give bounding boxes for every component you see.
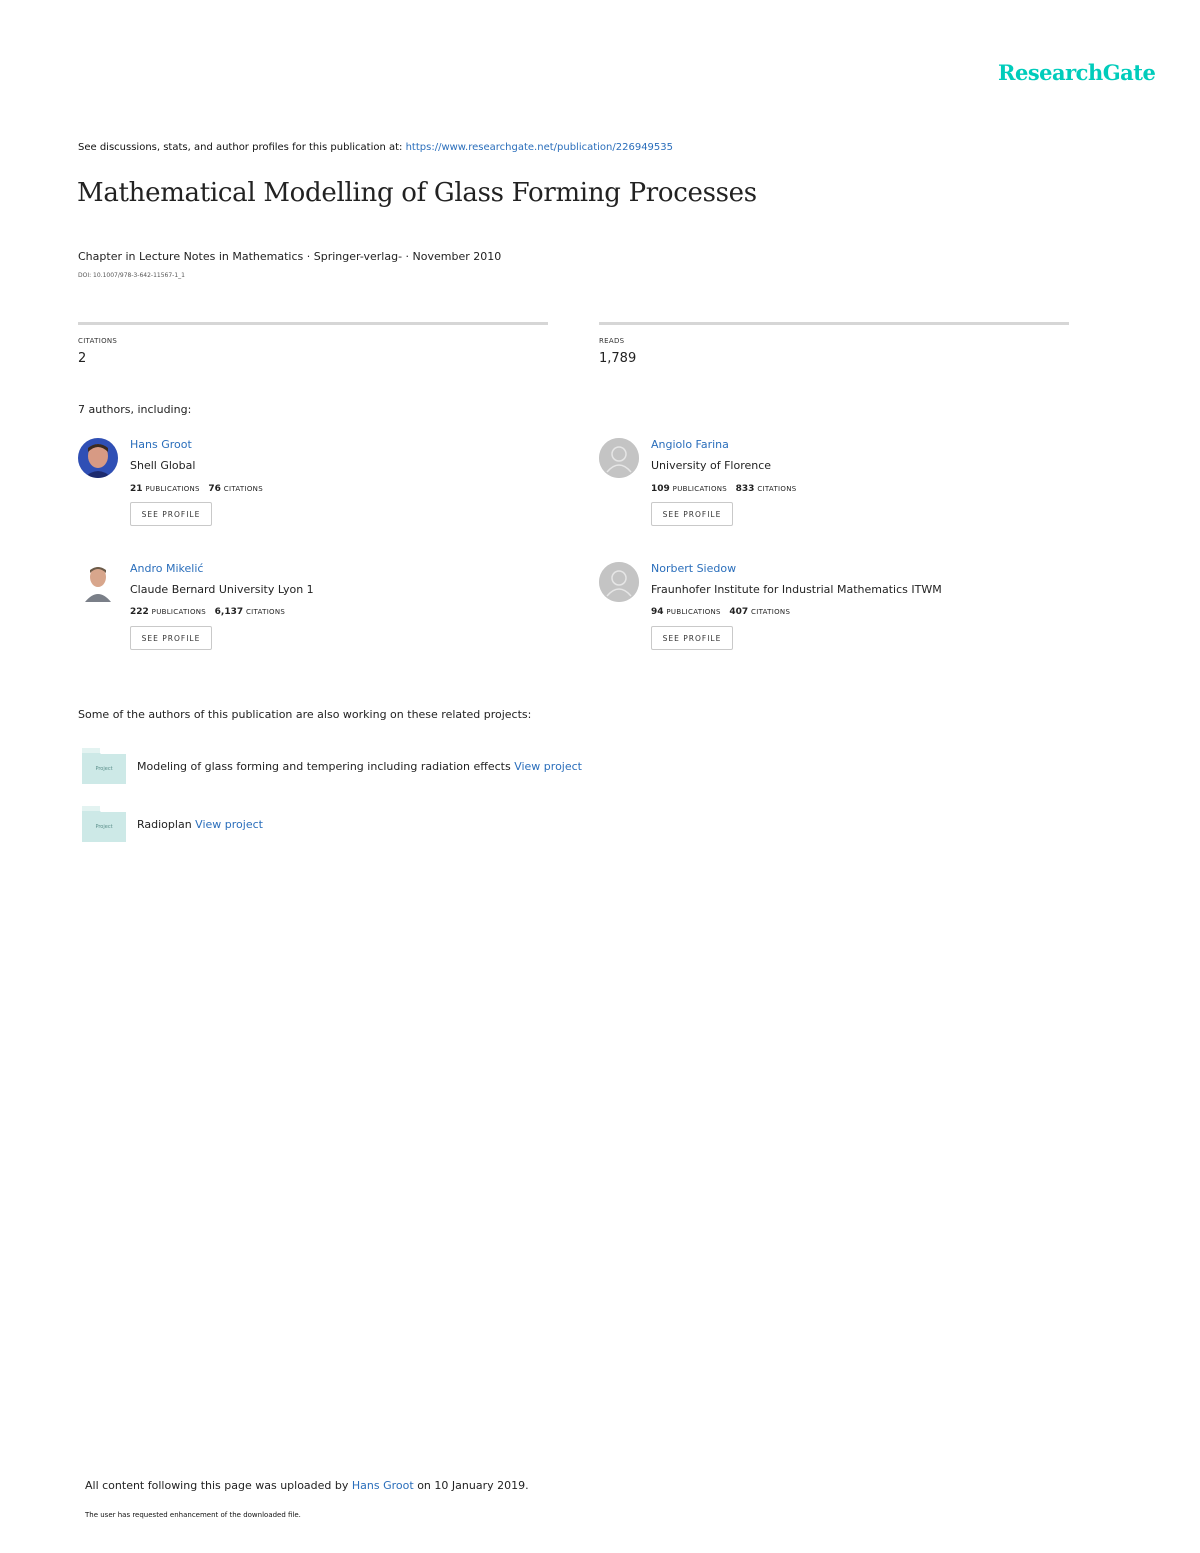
project-name: Modeling of glass forming and tempering including radiation effects: [137, 760, 511, 773]
citations-label: CITATIONS: [757, 485, 797, 493]
citations-count: 76: [208, 484, 221, 494]
citations-label: CITATIONS: [223, 485, 263, 493]
default-avatar-icon[interactable]: [599, 438, 639, 478]
publications-label: PUBLICATIONS: [666, 608, 721, 616]
publications-label: PUBLICATIONS: [145, 485, 200, 493]
project-item: [82, 806, 782, 842]
see-profile-button[interactable]: SEE PROFILE: [651, 502, 733, 526]
reads-label: READS: [599, 337, 625, 345]
chapter-info: Chapter in Lecture Notes in Mathematics · Springer-verlag- · November 2010: [78, 250, 502, 263]
folder-icon: [82, 748, 126, 784]
citations-stat: [78, 322, 548, 366]
folder-label: Project: [95, 766, 113, 772]
folder-label: Project: [95, 824, 113, 830]
citations-value: 2: [78, 351, 87, 366]
author-stats: [130, 484, 263, 494]
citations-label: CITATIONS: [78, 337, 118, 345]
uploader-link[interactable]: Hans Groot: [351, 1479, 414, 1492]
citations-count: 6,137: [214, 607, 244, 617]
author-card: [599, 562, 1059, 672]
upload-suffix: on 10 January 2019.: [417, 1479, 529, 1492]
author-stats: [651, 484, 796, 494]
folder-icon: [82, 806, 126, 842]
project-name: Radioplan: [137, 818, 192, 831]
author-avatar[interactable]: [78, 562, 118, 602]
project-item: [82, 748, 782, 784]
view-project-link[interactable]: View project: [195, 818, 263, 831]
upload-note: [85, 1479, 529, 1492]
author-name-link[interactable]: Norbert Siedow: [651, 562, 737, 575]
citations-label: CITATIONS: [751, 608, 791, 616]
author-stats: [651, 607, 790, 617]
publications-count: 21: [130, 484, 143, 494]
author-card: [599, 438, 1059, 548]
researchgate-logo[interactable]: ResearchGate: [998, 60, 1156, 85]
project-text: [137, 760, 582, 773]
upload-prefix: All content following this page was uploaded by: [85, 1479, 349, 1492]
author-card: [78, 562, 538, 672]
author-institution: University of Florence: [651, 459, 772, 472]
author-institution: Claude Bernard University Lyon 1: [130, 583, 314, 596]
publications-count: 109: [651, 484, 670, 494]
citations-label: CITATIONS: [245, 608, 286, 616]
author-name-link[interactable]: Andro Mikelić: [130, 562, 204, 575]
author-card: [78, 438, 538, 548]
author-stats: [130, 607, 285, 617]
publications-count: 222: [130, 607, 149, 617]
project-text: [137, 818, 263, 831]
reads-value: 1,789: [599, 351, 637, 366]
author-institution: Shell Global: [130, 459, 196, 472]
default-avatar-icon[interactable]: [599, 562, 639, 602]
publications-label: PUBLICATIONS: [672, 485, 728, 493]
related-projects-heading: Some of the authors of this publication are also working on these related projects:: [78, 708, 532, 721]
see-profile-button[interactable]: SEE PROFILE: [651, 626, 733, 650]
enhancement-note: The user has requested enhancement of the downloaded file.: [85, 1511, 301, 1519]
author-institution: Fraunhofer Institute for Industrial Mathematics ITWM: [651, 583, 942, 596]
publication-url-link[interactable]: https://www.researchgate.net/publication/226949535: [405, 142, 674, 153]
see-profile-button[interactable]: SEE PROFILE: [130, 502, 212, 526]
author-avatar[interactable]: [78, 438, 118, 478]
view-project-link[interactable]: View project: [514, 760, 582, 773]
author-name-link[interactable]: Hans Groot: [130, 438, 192, 451]
doi: DOI: 10.1007/978-3-642-11567-1_1: [78, 272, 185, 279]
publications-count: 94: [651, 607, 664, 617]
author-name-link[interactable]: Angiolo Farina: [651, 438, 729, 451]
discussion-prefix: See discussions, stats, and author profiles for this publication at:: [78, 142, 403, 153]
see-profile-button[interactable]: SEE PROFILE: [130, 626, 212, 650]
reads-stat: [599, 322, 1069, 366]
citations-count: 407: [729, 607, 749, 617]
citations-count: 833: [735, 484, 755, 494]
authors-heading: 7 authors, including:: [78, 403, 192, 416]
discussion-line: [78, 142, 673, 153]
publications-label: PUBLICATIONS: [151, 608, 207, 616]
publication-title: Mathematical Modelling of Glass Forming Processes: [77, 178, 757, 208]
